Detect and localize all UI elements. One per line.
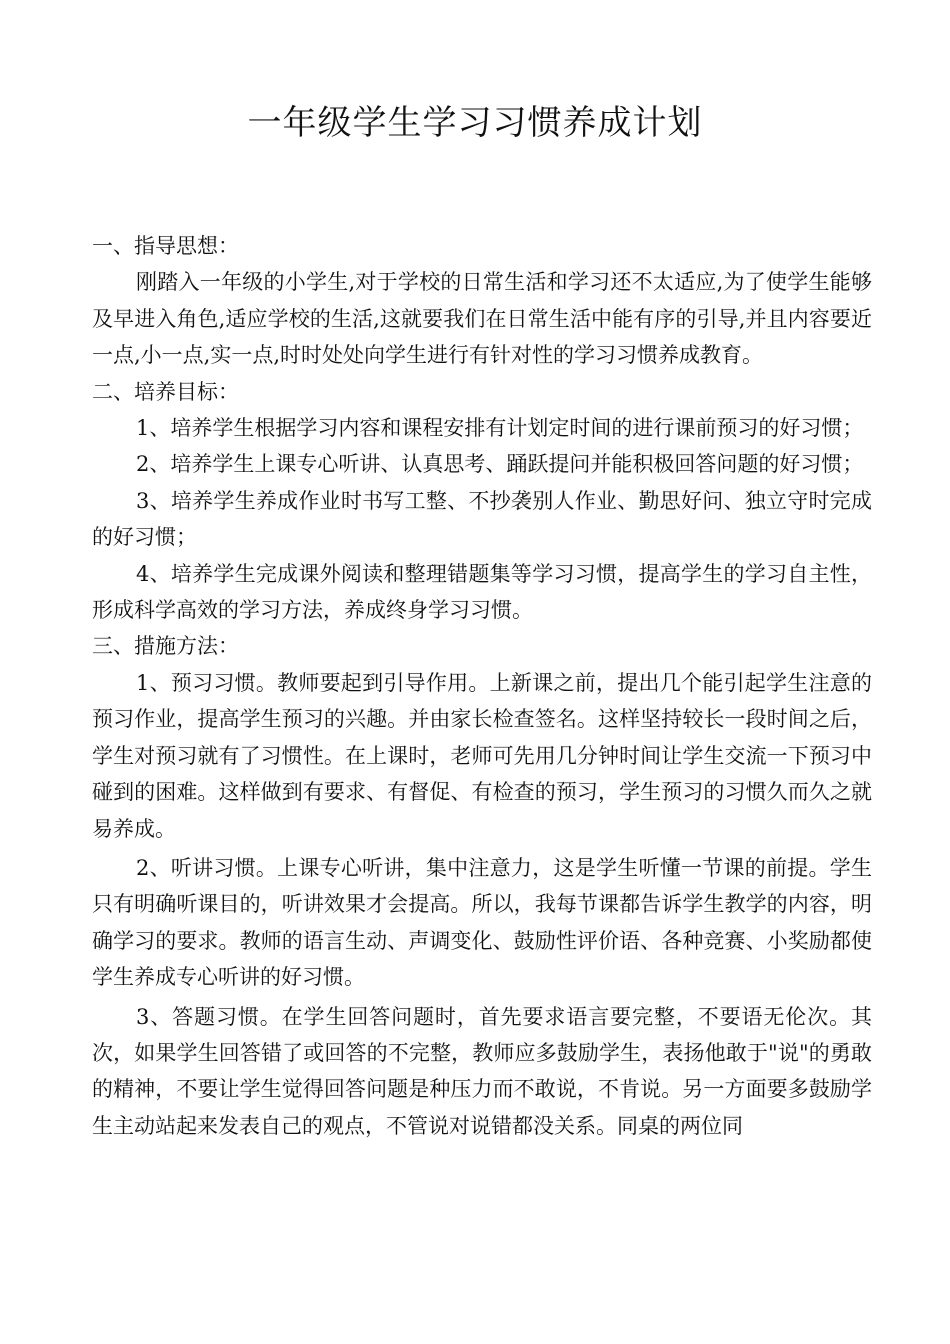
section-heading-training-goals: 二、培养目标： (92, 379, 239, 404)
goal-item-2: 2、培养学生上课专心听讲、认真思考、踊跃提问并能积极回答问题的好习惯； (136, 452, 864, 477)
section-heading-measures: 三、措施方法： (92, 634, 239, 659)
goal-item-1: 1、培养学生根据学习内容和课程安排有计划定时间的进行课前预习的好习惯； (136, 416, 864, 441)
measure-item-preview: 1、预习习惯。教师要起到引导作用。上新课之前，提出几个能引起学生注意的预习作业，提高学生预习的兴趣。并由家长检查签名。这样坚持较长一段时间之后，学生对预习就有了习惯性。在上课时，老师可先用几分钟时间让学生交流一下预习中碰到的困难。这样做到有要求、有督促、有检查的预习，学生预习的习惯久而久之就易养成。 (92, 670, 872, 841)
paragraph-guiding-ideology: 刚踏入一年级的小学生,对于学校的日常生活和学习还不太适应,为了使学生能够及早进入角色,适应学校的生活,这就要我们在日常生活中能有序的引导,并且内容要近一点,小一点,实一点,时时处处向学生进行有针对性的学习习惯养成教育。 (92, 270, 872, 368)
measure-item-answering: 3、答题习惯。在学生回答问题时，首先要求语言要完整，不要语无伦次。其次，如果学生回答错了或回答的不完整，教师应多鼓励学生，表扬他敢于"说"的勇敢的精神，不要让学生觉得回答问题是种压力而不敢说，不肯说。另一方面要多鼓励学生主动站起来发表自己的观点，不管说对说错都没关系。同桌的两位同 (92, 1004, 872, 1138)
section-heading-guiding-ideology: 一、指导思想： (92, 234, 239, 258)
goal-item-3: 3、培养学生养成作业时书写工整、不抄袭别人作业、勤思好问、独立守时完成的好习惯； (92, 488, 872, 550)
document-title: 一年级学生学习习惯养成计划 (247, 103, 703, 143)
document-body (92, 228, 872, 1144)
goal-item-4: 4、培养学生完成课外阅读和整理错题集等学习习惯，提高学生的学习自主性，形成科学高效的学习方法，养成终身学习习惯。 (92, 561, 872, 623)
measure-item-listening: 2、听讲习惯。上课专心听讲，集中注意力，这是学生听懂一节课的前提。学生只有明确听课目的，听讲效果才会提高。所以，我每节课都告诉学生教学的内容，明确学习的要求。教师的语言生动、声调变化、鼓励性评价语、各种竞赛、小奖励都使学生养成专心听讲的好习惯。 (92, 855, 872, 990)
